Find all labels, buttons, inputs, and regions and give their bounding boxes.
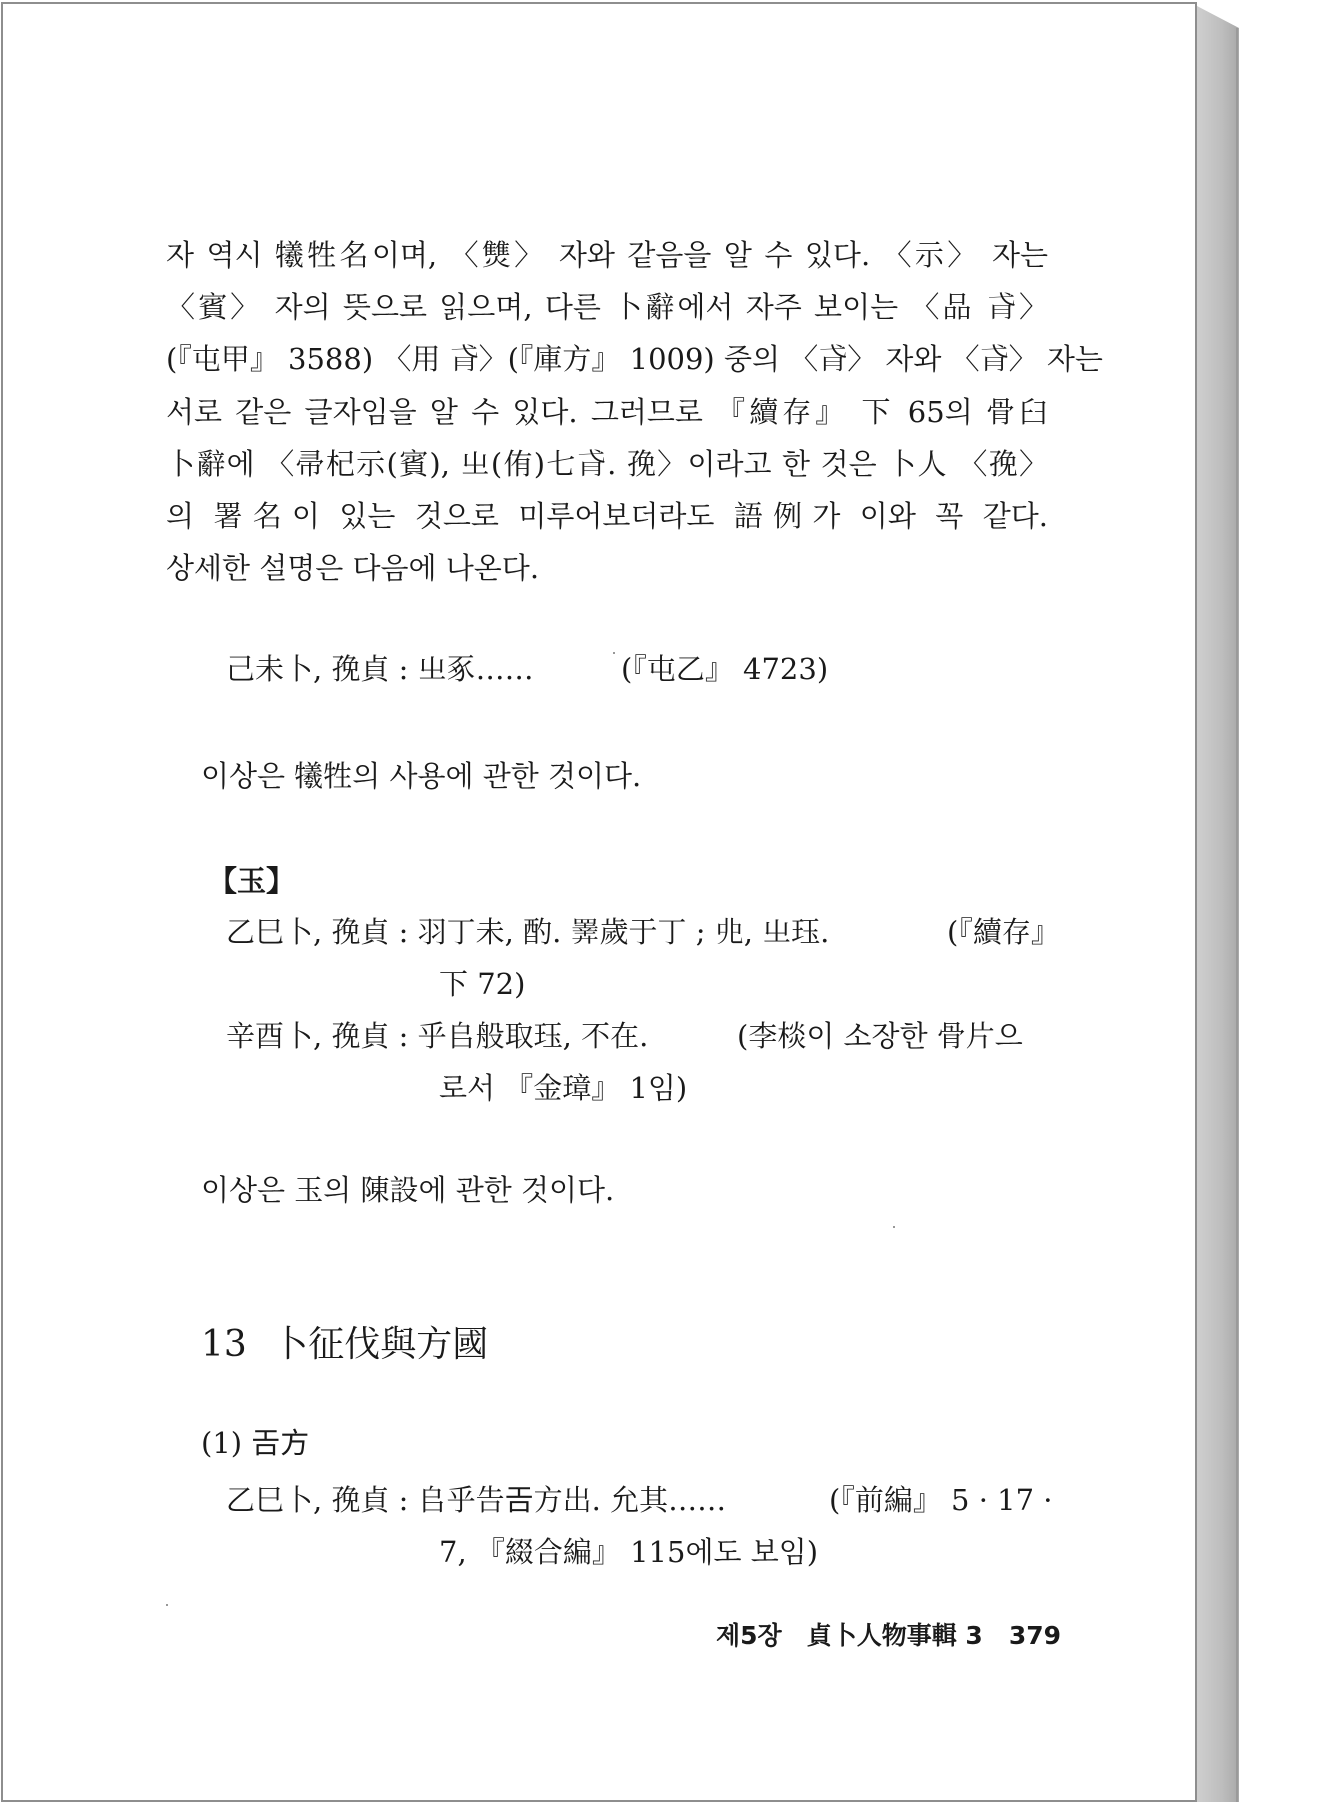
running-footer: [703, 1616, 1061, 1652]
inscription-example: [226, 1014, 648, 1055]
text-line: 서로 같은 글자임을 알 수 있다. 그러므로 『續存』 下 65의 骨臼: [166, 394, 1048, 429]
section-heading: [201, 1316, 488, 1367]
text-line: 〈賓〉 자의 뜻으로 읽으며, 다른 卜辭에서 자주 보이는 〈品 𢎀〉: [166, 290, 1048, 325]
text-line: (『屯甲』 3588) 〈用 𢎀〉(『庫方』 1009) 중의 〈𢎀〉 자와 〈𢎀〉 자는: [166, 342, 1103, 377]
summary-text: 이상은 玉의 陳設에 관한 것이다.: [201, 1173, 615, 1207]
section-label: [208, 859, 295, 900]
text-line: 의 署名이 있는 것으로 미루어보더라도 語例가 이와 꼭 같다.: [166, 498, 1048, 533]
subsection-title: (1) 𢀛方: [201, 1426, 310, 1460]
citation-text: (『續存』: [947, 915, 1060, 949]
section-title: 卜征伐與方國: [272, 1324, 489, 1365]
citation: [829, 1478, 1052, 1519]
citation-text: 로서 『金璋』 1임): [439, 1071, 688, 1105]
subsection-heading: [201, 1426, 309, 1460]
citation-text: (李棪이 소장한 骨片으: [737, 1019, 1023, 1053]
scan-speck: [166, 1604, 168, 1606]
inscription-text: 己未卜, 㝃貞 : 㞢豖……: [226, 652, 534, 686]
inscription-example: [226, 1478, 726, 1519]
text-line: 卜辭에 〈帚杞示(賓), 㞢(侑)七𢎀. 㝃〉이라고 한 것은 卜人 〈㝃〉: [166, 446, 1048, 481]
inscription-text: 辛酉卜, 㝃貞 : 乎𠂤般取珏, 不在.: [226, 1019, 649, 1053]
page-stack-edge-line: [1236, 28, 1238, 1802]
citation: [737, 1014, 1023, 1055]
book-page: [1, 2, 1197, 1802]
page-stack-edge: [1197, 6, 1239, 1802]
citation-text: 下 72): [439, 967, 526, 1001]
text-line: 상세한 설명은 다음에 나온다.: [166, 551, 540, 586]
paragraph-continuation: [166, 229, 1103, 594]
page-number: 379: [1008, 1621, 1061, 1650]
citation-continuation: [439, 1066, 687, 1107]
text-line: 자 역시 犧牲名이며, 〈㸈〉 자와 같음을 알 수 있다. 〈示〉 자는: [166, 238, 1048, 272]
citation: [947, 910, 1060, 951]
citation: [621, 647, 828, 688]
citation-text: (『前編』 5 · 17 ·: [829, 1483, 1053, 1517]
citation-continuation: [439, 962, 525, 1003]
scan-speck: [893, 1226, 895, 1228]
chapter-title: 제5장 貞卜人物事輯 3: [716, 1621, 983, 1650]
inscription-example: [226, 910, 829, 951]
section-label-text: 【玉】: [208, 864, 296, 898]
inscription-text: 乙巳卜, 㝃貞 : 𠂤乎告𢀛方出. 允其……: [226, 1483, 727, 1517]
section-number: 13: [201, 1324, 247, 1365]
scan-speck: [613, 652, 615, 654]
inscription-example: [226, 647, 534, 688]
citation-text: 7, 『綴合編』 115에도 보임): [439, 1535, 819, 1569]
summary-sentence: [201, 754, 641, 795]
summary-text: 이상은 犧牲의 사용에 관한 것이다.: [201, 759, 642, 793]
citation-continuation: [439, 1530, 818, 1571]
citation-text: (『屯乙』 4723): [621, 652, 829, 686]
summary-sentence: [201, 1168, 614, 1209]
inscription-text: 乙巳卜, 㝃貞 : 羽丁未, 酌. 𢍰歲于丁 ; 𠑹, 㞢珏.: [226, 915, 830, 949]
